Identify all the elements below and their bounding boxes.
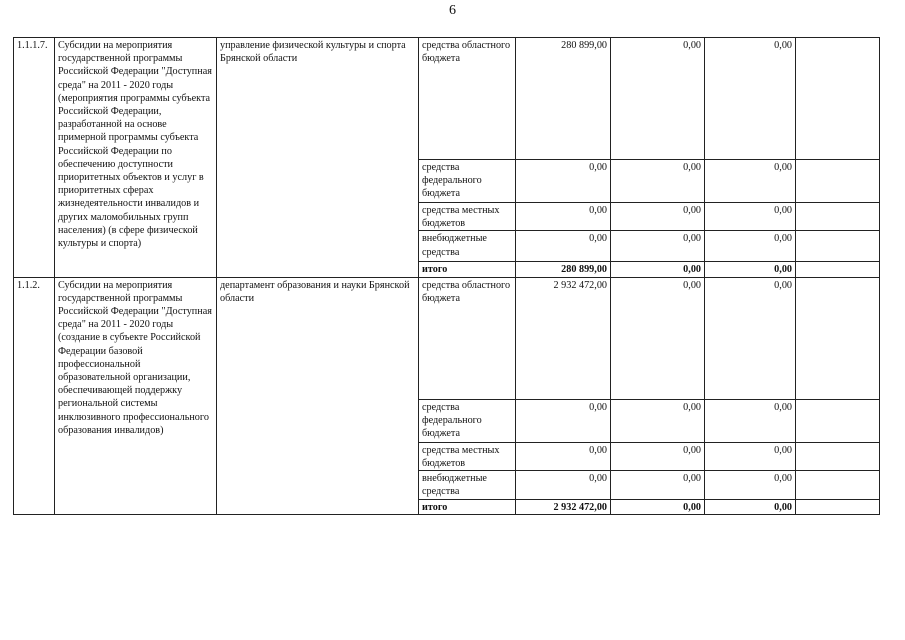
empty-cell: [796, 399, 880, 442]
empty-cell: [796, 38, 880, 160]
amount-cell: 0,00: [611, 471, 705, 500]
amount-cell: 0,00: [516, 399, 611, 442]
amount-cell: 2 932 472,00: [516, 277, 611, 399]
row-executor: департамент образования и науки Брянской области: [217, 277, 419, 515]
source-label: средства местных бюджетов: [419, 203, 516, 231]
amount-cell: 0,00: [705, 277, 796, 399]
row-code: 1.1.2.: [14, 277, 55, 515]
row-code: 1.1.1.7.: [14, 38, 55, 278]
page-number: 6: [449, 3, 456, 18]
amount-cell: 0,00: [611, 160, 705, 203]
total-amount: 0,00: [705, 262, 796, 277]
source-label: внебюджетные средства: [419, 471, 516, 500]
amount-cell: 0,00: [705, 160, 796, 203]
empty-cell: [796, 203, 880, 231]
amount-cell: 0,00: [705, 399, 796, 442]
source-label: внебюджетные средства: [419, 231, 516, 262]
total-amount: 2 932 472,00: [516, 500, 611, 515]
amount-cell: 0,00: [611, 442, 705, 470]
amount-cell: 280 899,00: [516, 38, 611, 160]
amount-cell: 0,00: [516, 160, 611, 203]
row-measure-name: Субсидии на мероприятия государственной программы Российской Федерации "Доступная среда" на 2011 - 2020 годы (мероприятия программы субъекта Российской Федерации, разработанной на основе примерной программы субъекта Российской Федерации по обеспечению доступности приоритетных объектов и услуг в приоритетных сферах жизнедеятельности инвалидов и других маломобильных групп населения) (в сфере физической культуры и спорта): [55, 38, 217, 278]
total-label: итого: [419, 500, 516, 515]
row-measure-name: Субсидии на мероприятия государственной программы Российской Федерации "Доступная среда" на 2011 - 2020 годы (создание в субъекте Российской Федерации базовой профессиональной образовательной организации, обеспечивающей поддержку региональной системы инклюзивного профессионального образования инвалидов): [55, 277, 217, 515]
source-label: средства федерального бюджета: [419, 160, 516, 203]
empty-cell: [796, 231, 880, 262]
amount-cell: 0,00: [705, 442, 796, 470]
amount-cell: 0,00: [516, 442, 611, 470]
amount-cell: 0,00: [611, 277, 705, 399]
total-amount: 0,00: [611, 262, 705, 277]
amount-cell: 0,00: [611, 231, 705, 262]
total-label: итого: [419, 262, 516, 277]
empty-cell: [796, 262, 880, 277]
amount-cell: 0,00: [611, 399, 705, 442]
amount-cell: 0,00: [516, 231, 611, 262]
empty-cell: [796, 471, 880, 500]
amount-cell: 0,00: [705, 203, 796, 231]
amount-cell: 0,00: [516, 203, 611, 231]
total-amount: 280 899,00: [516, 262, 611, 277]
source-label: средства областного бюджета: [419, 277, 516, 399]
total-amount: 0,00: [611, 500, 705, 515]
empty-cell: [796, 442, 880, 470]
amount-cell: 0,00: [611, 203, 705, 231]
source-label: средства федерального бюджета: [419, 399, 516, 442]
empty-cell: [796, 500, 880, 515]
empty-cell: [796, 277, 880, 399]
total-amount: 0,00: [705, 500, 796, 515]
amount-cell: 0,00: [705, 231, 796, 262]
source-label: средства областного бюджета: [419, 38, 516, 160]
source-label: средства местных бюджетов: [419, 442, 516, 470]
amount-cell: 0,00: [705, 471, 796, 500]
amount-cell: 0,00: [516, 471, 611, 500]
table-row: [14, 38, 880, 160]
amount-cell: 0,00: [611, 38, 705, 160]
program-table: [13, 37, 880, 515]
table-row: [14, 277, 880, 399]
row-executor: управление физической культуры и спорта Брянской области: [217, 38, 419, 278]
empty-cell: [796, 160, 880, 203]
amount-cell: 0,00: [705, 38, 796, 160]
